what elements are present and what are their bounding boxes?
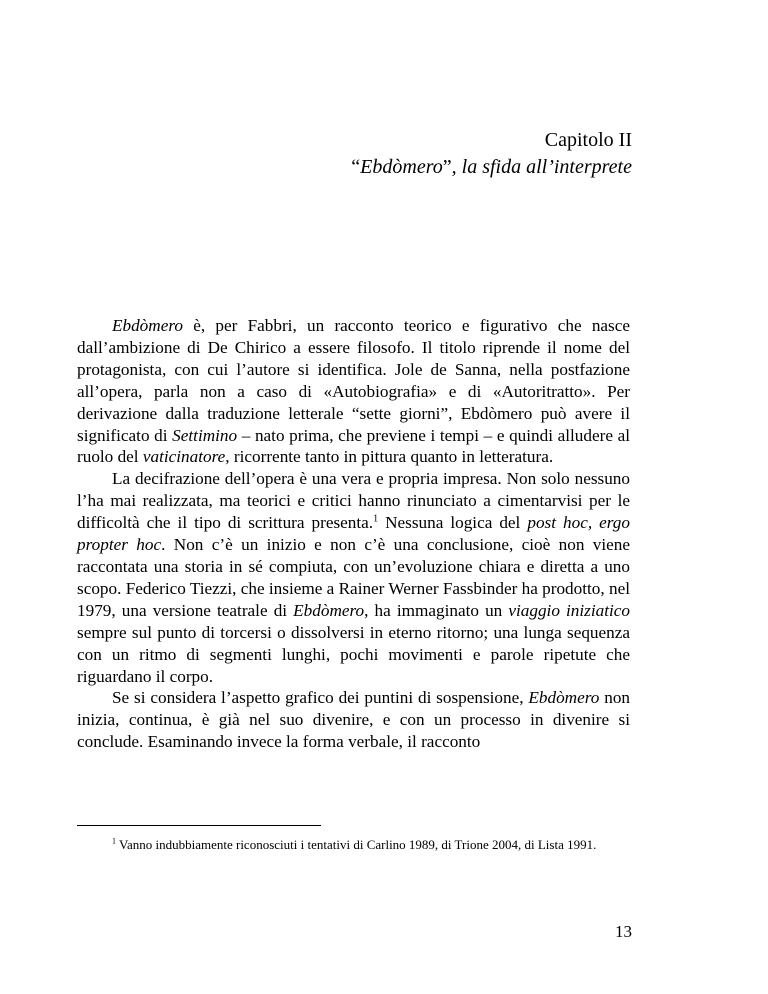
text-run: è, per Fabbri, un racconto teorico e figurativo che nasce dall’ambizione di De Chirico a essere filosofo. Il titolo riprende il nome del protagonista, con cui l’autore si identifica. Jole de Sanna, nella postfazione all’opera, parla non a caso di «Autobiografia» e di «Autoritratto». Per derivazione dalla traduzione letterale “sette giorni”, Ebdòmero può avere il significato di <box>77 316 630 445</box>
chapter-number: Capitolo II <box>544 129 632 151</box>
chapter-title-subtitle: , la sfida all’interprete <box>451 156 632 178</box>
chapter-title-name: Ebdòmero <box>360 156 443 178</box>
text-run: non inizia, continua, è già nel suo divenire, e con un processo in divenire si conclude. Esaminando invece la forma verbale, il racconto <box>77 688 631 752</box>
text-run: , ricorrente tanto in pittura quanto in letteratura. <box>225 447 554 467</box>
italic-text: Ebdòmero <box>528 688 600 708</box>
italic-text: Ebdòmero <box>293 600 365 620</box>
italic-text: Settimino <box>172 425 238 445</box>
footnote-reference: 1 <box>373 513 379 525</box>
body-paragraph <box>77 687 630 753</box>
text-run: Se si considera l’aspetto grafico dei puntini di sospensione, <box>112 688 529 708</box>
chapter-title-close-quote: ” <box>442 156 452 178</box>
footnote-marker: 1 <box>112 836 116 846</box>
text-run: Nessuna logica del <box>378 513 528 533</box>
text-run: . Non c’è un inizio e non c’è una conclusione, cioè non viene raccontata una storia in sé compiuta, con un’evoluzione chiara e diretta a uno scopo. Federico Tiezzi, che insieme a Rainer Werner Fassbinder ha prodotto, nel 1979, una versione teatrale di <box>77 535 630 620</box>
footnote-paragraph <box>77 835 630 854</box>
body-paragraph <box>77 468 630 687</box>
chapter-title <box>351 154 632 181</box>
footnote-divider <box>77 825 321 826</box>
footnote-text: Vanno indubbiamente riconosciuti i tentativi di Carlino 1989, di Trione 2004, di Lista 1991. <box>116 837 597 852</box>
italic-text: viaggio iniziatico <box>508 600 631 620</box>
body-text <box>77 315 630 753</box>
body-paragraph <box>77 315 630 468</box>
text-run: – nato prima, che previene i tempi – e quindi alludere al ruolo del <box>77 425 631 467</box>
text-run: La decifrazione dell’opera è una vera e propria impresa. Non solo nessuno l’ha mai realizzata, ma teorici e critici hanno rinunciato a cimentarvisi per le difficoltà che il tipo di scrittura presenta. <box>77 469 630 533</box>
italic-text: Ebdòmero <box>112 316 183 335</box>
italic-text: post hoc, ergo propter hoc <box>77 513 630 555</box>
page-number: 13 <box>615 922 632 941</box>
text-run: , ha immaginato un <box>364 600 509 620</box>
chapter-title-open-quote: “ <box>351 156 361 178</box>
chapter-heading <box>351 127 632 181</box>
footnote <box>77 835 630 854</box>
text-run: sempre sul punto di torcersi o dissolversi in eterno ritorno; una lunga sequenza con un ritmo di segmenti lunghi, pochi movimenti e parole ripetute che riguardano il corpo. <box>77 622 630 686</box>
italic-text: vaticinatore <box>142 447 226 467</box>
